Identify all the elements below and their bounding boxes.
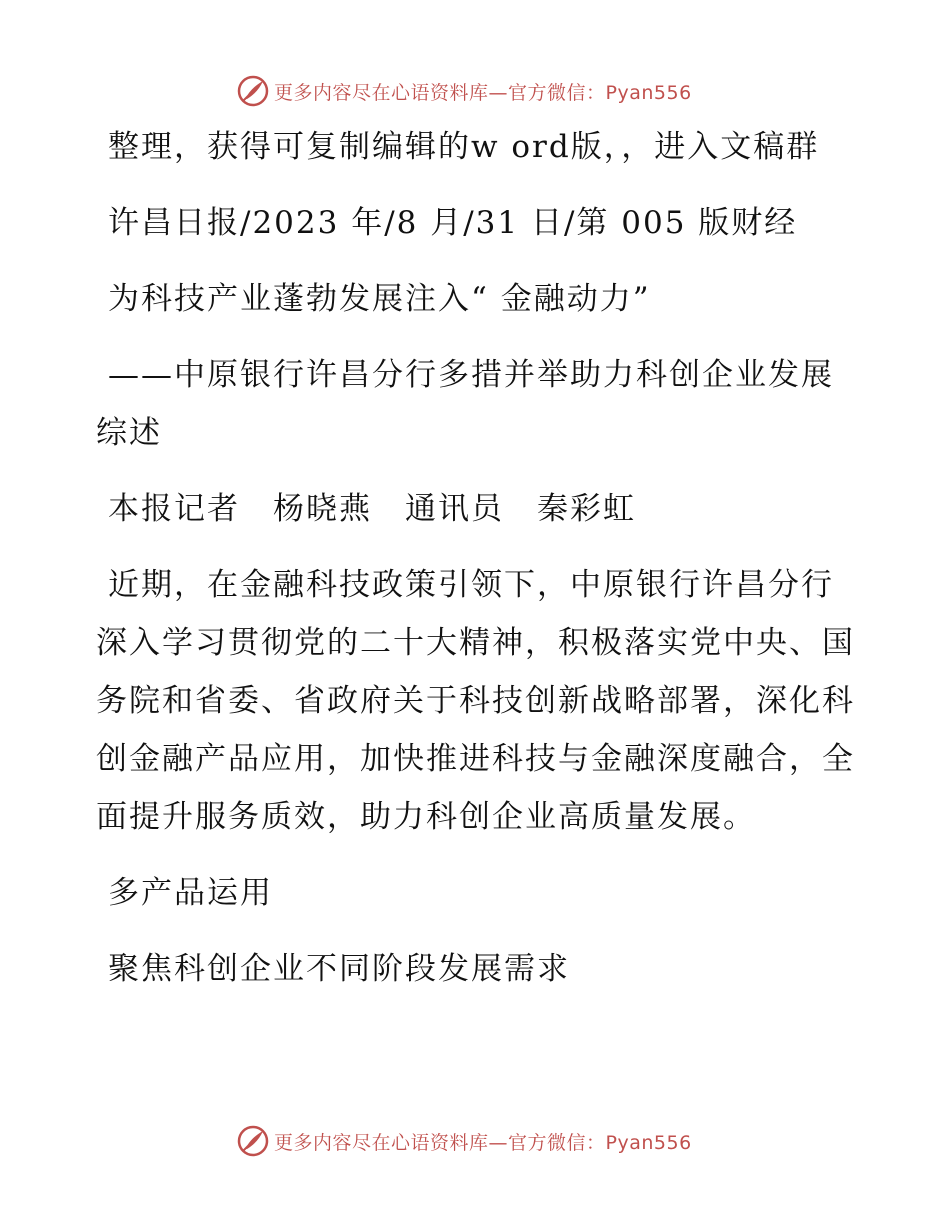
watermark-dash: — xyxy=(488,1131,509,1154)
quill-pen-seal-icon xyxy=(236,74,270,108)
paragraph-section-subheading: 聚焦科创企业不同阶段发展需求 xyxy=(108,951,570,987)
watermark-site: 更多内容尽在心语资料库 xyxy=(274,1131,489,1154)
paragraph-notice: 整理，获得可复制编辑的w ord版，，进入文稿群 xyxy=(108,129,820,165)
watermark-wechat: 官方微信：Pyan556 xyxy=(508,81,692,104)
watermark-text xyxy=(274,1128,692,1155)
watermark-site: 更多内容尽在心语资料库 xyxy=(274,81,489,104)
quill-pen-seal-icon xyxy=(236,1124,270,1158)
article-body xyxy=(96,118,856,1016)
paragraph-title: 为科技产业蓬勃发展注入“ 金融动力” xyxy=(108,281,651,317)
watermark-text xyxy=(274,78,692,105)
watermark-wechat: 官方微信：Pyan556 xyxy=(508,1131,692,1154)
paragraph-subtitle: ——中原银行许昌分行多措并举助力科创企业发展综述 xyxy=(96,357,834,451)
header-watermark xyxy=(236,74,716,108)
paragraph-byline: 本报记者 杨晓燕 通讯员 秦彩虹 xyxy=(108,491,636,527)
watermark-dash: — xyxy=(488,81,509,104)
paragraph-lead: 近期，在金融科技政策引领下，中原银行许昌分行深入学习贯彻党的二十大精神，积极落实党中央、国务院和省委、省政府关于科技创新战略部署，深化科创金融产品应用，加快推进科技与金融深度融合，全面提升服务质效，助力科创企业高质量发展。 xyxy=(96,567,855,835)
footer-watermark xyxy=(236,1124,716,1158)
paragraph-source: 许昌日报/2023 年/8 月/31 日/第 005 版财经 xyxy=(108,205,798,241)
paragraph-section-heading: 多产品运用 xyxy=(108,875,273,911)
